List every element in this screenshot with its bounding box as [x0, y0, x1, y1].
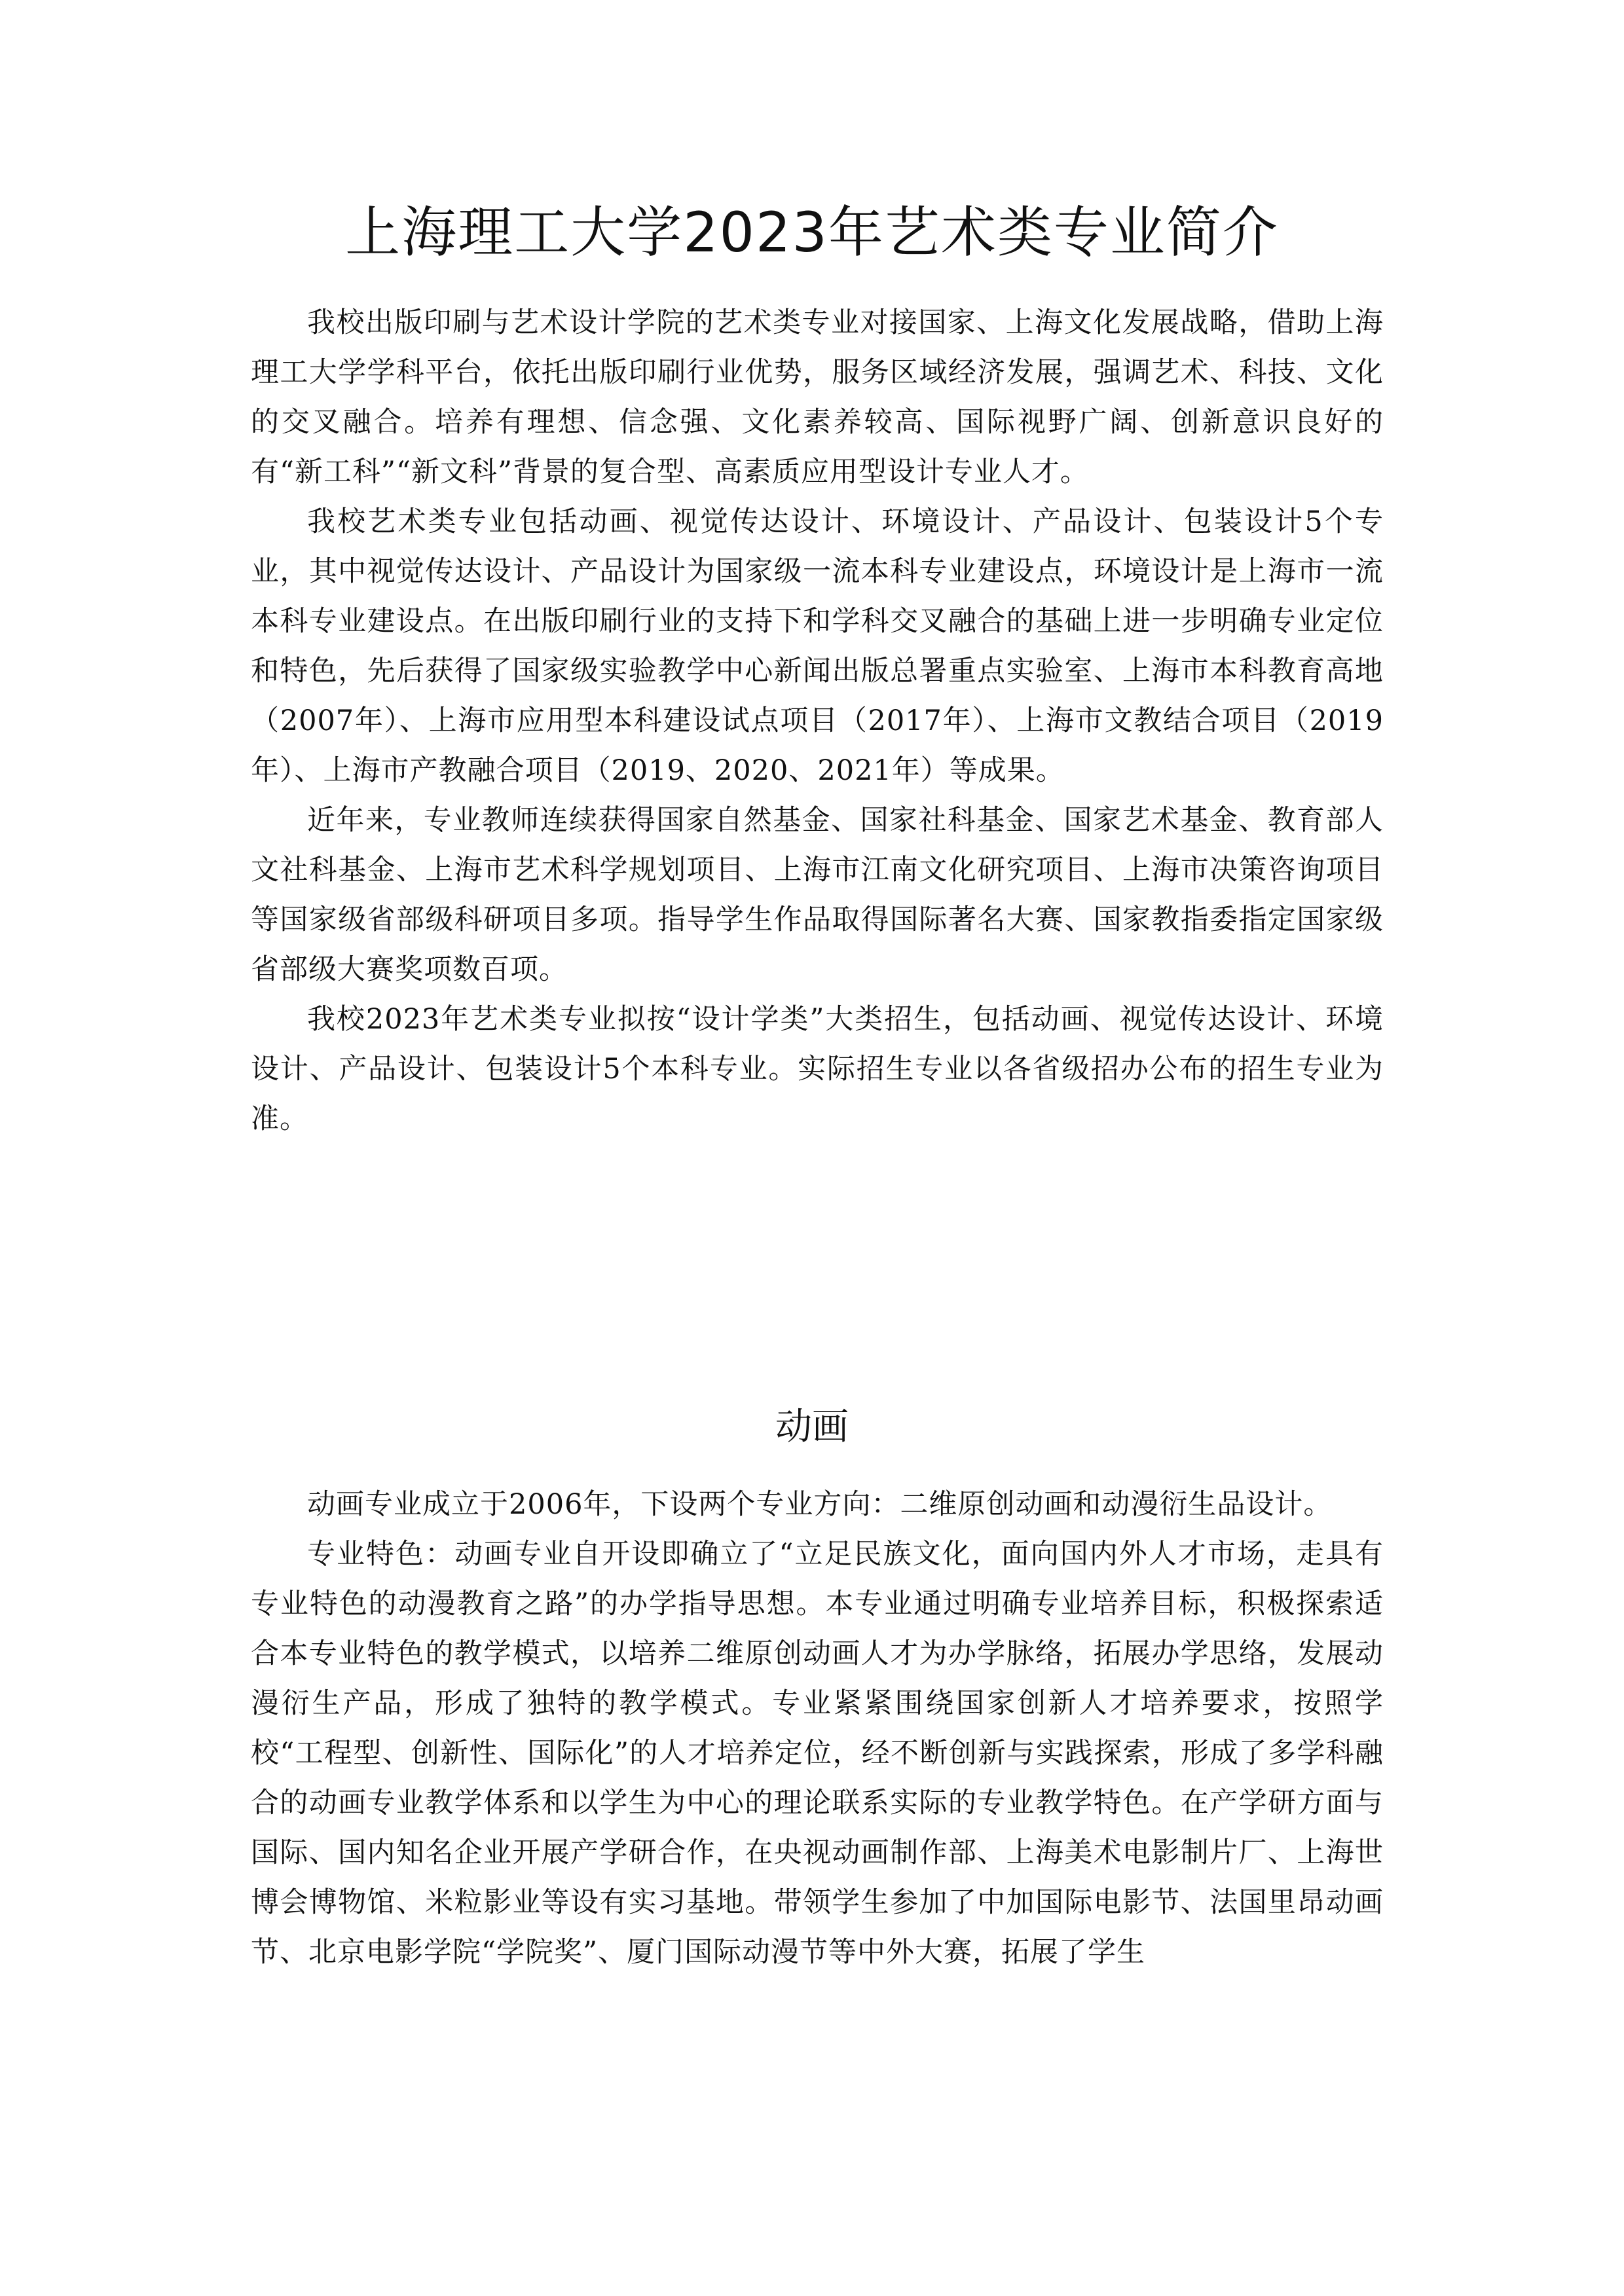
animation-paragraph-2: 专业特色：动画专业自开设即确立了“立足民族文化，面向国内外人才市场，走具有专业特色的动漫教育之路”的办学指导思想。本专业通过明确专业培养目标，积极探索适合本专业特色的教学模式，以培养二维原创动画人才为办学脉络，拓展办学思络，发展动漫衍生产品，形成了独特的教学模式。专业紧紧围绕国家创新人才培养要求，按照学校“工程型、创新性、国际化”的人才培养定位，经不断创新与实践探索，形成了多学科融合的动画专业教学体系和以学生为中心的理论联系实际的专业教学特色。在产学研方面与国际、国内知名企业开展产学研合作，在央视动画制作部、上海美术电影制片厂、上海世博会博物馆、米粒影业等设有实习基地。带领学生参加了中加国际电影节、法国里昂动画节、北京电影学院“学院奖”、厦门国际动漫节等中外大赛，拓展了学生	[251, 1538, 1384, 1969]
intro-paragraph-4: 我校2023年艺术类专业拟按“设计学类”大类招生，包括动画、视觉传达设计、环境设计、产品设计、包装设计5个本科专业。实际招生专业以各省级招办公布的招生专业为准。	[251, 1003, 1384, 1135]
animation-paragraph-1: 动画专业成立于2006年，下设两个专业方向：二维原创动画和动漫衍生品设计。	[307, 1488, 1333, 1521]
intro-paragraph-2: 我校艺术类专业包括动画、视觉传达设计、环境设计、产品设计、包装设计5个专业，其中视觉传达设计、产品设计为国家级一流本科专业建设点，环境设计是上海市一流本科专业建设点。在出版印刷行业的支持下和学科交叉融合的基础上进一步明确专业定位和特色，先后获得了国家级实验教学中心新闻出版总署重点实验室、上海市本科教育高地（2007年）、上海市应用型本科建设试点项目（2017年）、上海市文教结合项目（2019年）、上海市产教融合项目（2019、2020、2021年）等成果。	[251, 505, 1384, 787]
intro-paragraph-3: 近年来，专业教师连续获得国家自然基金、国家社科基金、国家艺术基金、教育部人文社科基金、上海市艺术科学规划项目、上海市江南文化研究项目、上海市决策咨询项目等国家级省部级科研项目多项。指导学生作品取得国际著名大赛、国家教指委指定国家级省部级大赛奖项数百项。	[251, 804, 1384, 986]
document-title: 上海理工大学2023年艺术类专业简介	[345, 200, 1279, 264]
intro-section	[251, 298, 1384, 1144]
section-title-animation: 动画	[775, 1406, 849, 1448]
animation-section-body	[251, 1480, 1384, 2285]
intro-paragraph-1: 我校出版印刷与艺术设计学院的艺术类专业对接国家、上海文化发展战略，借助上海理工大学学科平台，依托出版印刷行业优势，服务区域经济发展，强调艺术、科技、文化的交叉融合。培养有理想、信念强、文化素养较高、国际视野广阔、创新意识良好的有“新工科”“新文科”背景的复合型、高素质应用型设计专业人才。	[251, 306, 1384, 488]
